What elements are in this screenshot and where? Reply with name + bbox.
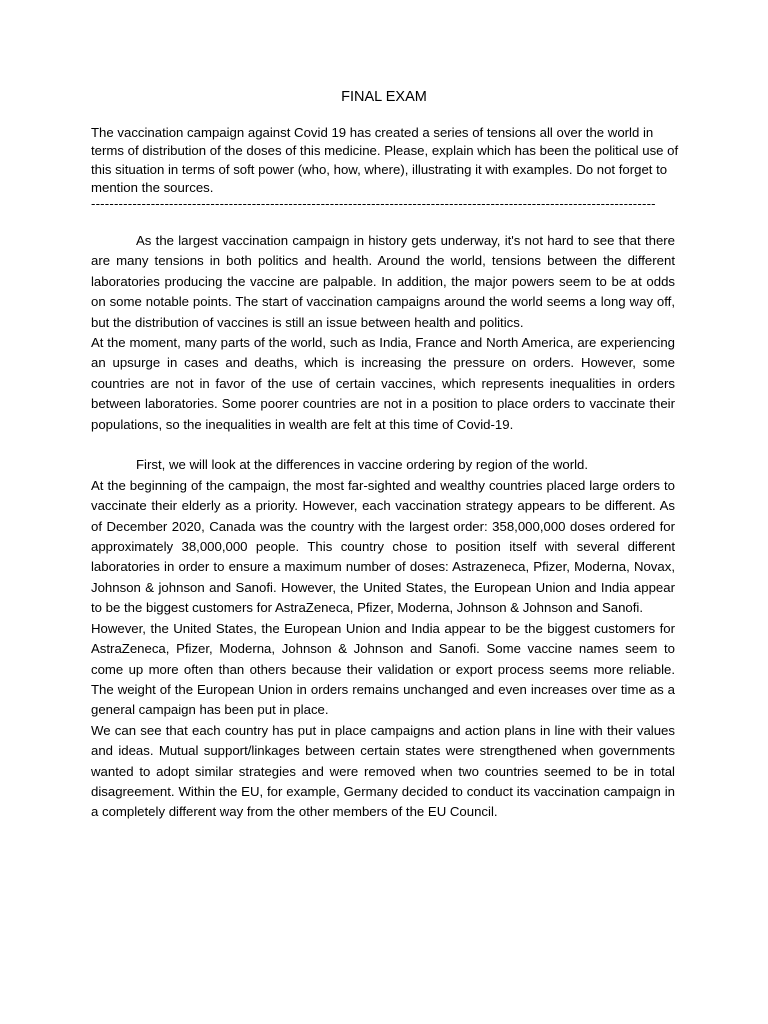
paragraph-ordering: At the beginning of the campaign, the most far-sighted and wealthy countries placed large orders to vaccinate their elderly as a priority. However, each vaccination strategy appears to be different. As of December 2020, Canada was the country with the largest order: 358,000,000 doses ordered for approximately 38,000,000 people. This country chose to position itself with several different laboratories in order to ensure a maximum number of doses: Astrazeneca, Pfizer, Moderna, Novax, Johnson & johnson and Sanofi. However, the United States, the European Union and India appear to be the biggest customers for AstraZeneca, Pfizer, Moderna, Johnson & Johnson and Sanofi. xyxy=(91,477,675,616)
essay-body xyxy=(91,231,675,823)
dashed-separator: --------------------------------------------------------------------------------------------------------------------------- xyxy=(91,196,656,211)
paragraph-spacer xyxy=(91,435,675,455)
paragraph-strategies: We can see that each country has put in place campaigns and action plans in line with their values and ideas. Mutual support/linkages between certain states were strengthened when governments wanted to adopt similar strategies and were removed when two countries seemed to be in total disagreement. Within the EU, for example, Germany decided to conduct its vaccination campaign in a completely different way from the other members of the EU Council. xyxy=(91,722,675,820)
paragraph-section-intro: First, we will look at the differences in vaccine ordering by region of the world. xyxy=(136,457,589,473)
paragraph-introduction: As the largest vaccination campaign in history gets underway, it's not hard to see that there are many tensions in both politics and health. Around the world, tensions between the different laboratories producing the vaccine are palpable. In addition, the major powers seem to be at odds on some notable points. The start of vaccination campaigns around the world seems a long way off, but the distribution of vaccines is still an issue between health and politics. xyxy=(91,233,675,330)
paragraph-context: At the moment, many parts of the world, such as India, France and North America, are experiencing an upsurge in cases and deaths, which is increasing the pressure on orders. However, some countries are not in favor of the use of certain vaccines, which represents inequalities in orders between laboratories. Some poorer countries are not in a position to place orders to vaccinate their populations, so the inequalities in wealth are felt at this time of Covid-19. xyxy=(91,335,675,432)
exam-question: The vaccination campaign against Covid 19 has created a series of tensions all over the world in terms of distribution of the doses of this medicine. Please, explain which has been the political use of this situation in terms of soft power (who, how, where), illustrating it with examples. Do not forget to mention the sources. xyxy=(91,125,679,195)
paragraph-customers: However, the United States, the European Union and India appear to be the biggest customers for AstraZeneca, Pfizer, Moderna, Johnson & Johnson and Sanofi. Some vaccine names seem to come up more often than others because their validation or export process seems more reliable. The weight of the European Union in orders remains unchanged and even increases over time as a general campaign has been put in place. xyxy=(91,620,675,718)
page-title: FINAL EXAM xyxy=(341,89,427,105)
